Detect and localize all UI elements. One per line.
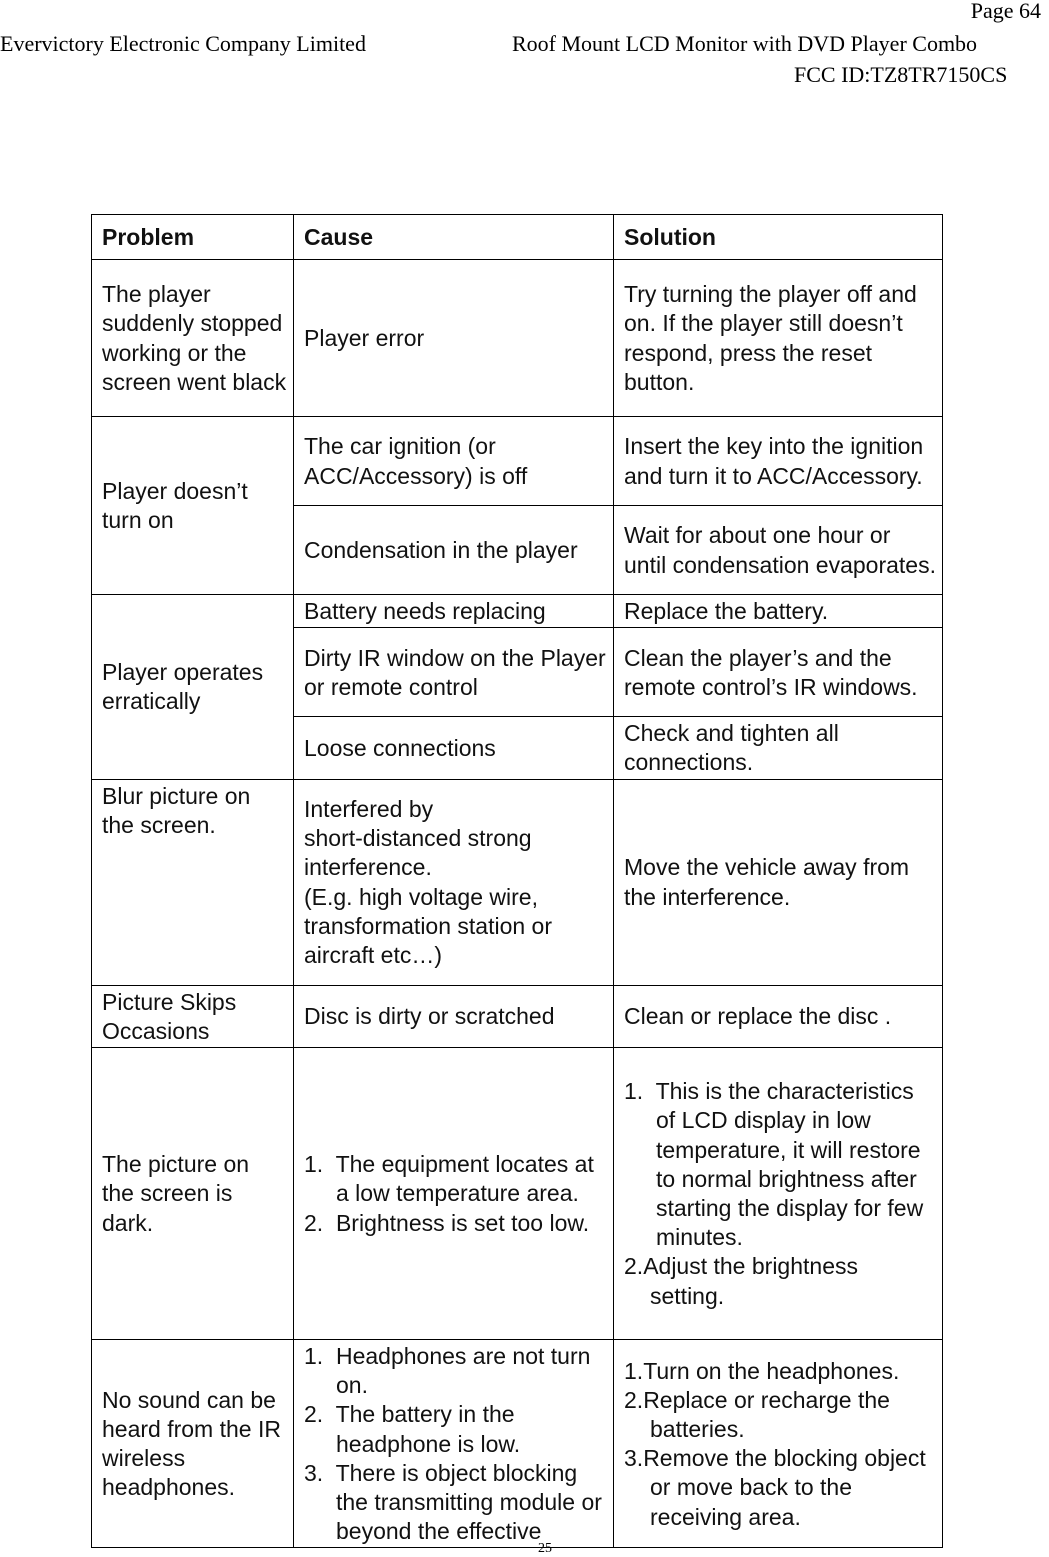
list-item: 2. Brightness is set too low.: [304, 1209, 590, 1236]
fcc-id: FCC ID:TZ8TR7150CS: [794, 62, 1008, 87]
header-problem: Problem: [92, 215, 294, 260]
list-item: 1.Turn on the headphones.: [624, 1357, 900, 1384]
page-number: 25: [538, 1541, 552, 1556]
table-row: [92, 260, 943, 417]
solution-cell: Clean or replace the disc .: [614, 985, 943, 1047]
table-row: [92, 595, 943, 628]
list-item: 2.Replace or recharge the batteries.: [624, 1386, 890, 1443]
list-item: 1. This is the characteristics of LCD display in low temperature, it will restore to normal brightness after starting the display for few minutes.: [624, 1078, 924, 1251]
table-row: [92, 1048, 943, 1340]
list-item: 1. Headphones are not turn on.: [304, 1343, 591, 1399]
solution-cell: Move the vehicle away from the interference.: [614, 779, 943, 985]
cause-cell: The car ignition (or ACC/Accessory) is off: [294, 417, 614, 506]
cause-cell: Player error: [294, 260, 614, 417]
cause-cell: [294, 1048, 614, 1340]
list-item: 3. There is object blocking the transmitting module or beyond the effective: [304, 1459, 602, 1545]
company-name: Evervictory Electronic Company Limited: [0, 31, 366, 56]
table-row: [92, 417, 943, 506]
solution-cell: Insert the key into the ignition and turn it to ACC/Accessory.: [614, 417, 943, 506]
problem-cell: Player doesn’t turn on: [92, 417, 294, 595]
problem-cell: No sound can be heard from the IR wireless headphones.: [92, 1340, 294, 1548]
cause-line: (E.g. high voltage wire, transformation station or aircraft etc…): [304, 883, 553, 969]
cause-cell: Condensation in the player: [294, 506, 614, 595]
cause-cell: [294, 779, 614, 985]
table-row: [92, 1340, 943, 1548]
table-row: [92, 779, 943, 985]
problem-cell: Blur picture on the screen.: [92, 779, 294, 985]
table-row: [92, 985, 943, 1047]
problem-cell: The picture on the screen is dark.: [92, 1048, 294, 1340]
solution-cell: Replace the battery.: [614, 595, 943, 628]
problem-cell: The player suddenly stopped working or the screen went black: [92, 260, 294, 417]
list-item: 3.Remove the blocking object or move back to the receiving area.: [624, 1445, 926, 1530]
solution-cell: Wait for about one hour or until condensation evaporates.: [614, 506, 943, 595]
solution-cell: Check and tighten all connections.: [614, 717, 943, 779]
table-header-row: [92, 215, 943, 260]
cause-cell: Loose connections: [294, 717, 614, 779]
problem-cell: Player operates erratically: [92, 595, 294, 780]
cause-cell: Disc is dirty or scratched: [294, 985, 614, 1047]
problem-cell: Picture Skips Occasions: [92, 985, 294, 1047]
troubleshooting-table: [91, 214, 943, 1548]
list-item: 2. The battery in the headphone is low.: [304, 1401, 521, 1457]
list-item: 1. The equipment locates at a low temperature area.: [304, 1151, 594, 1207]
header-solution: Solution: [614, 215, 943, 260]
cause-line: short-distanced strong interference.: [304, 825, 532, 881]
cause-cell: [294, 1340, 614, 1548]
solution-cell: [614, 1340, 943, 1548]
solution-cell: [614, 1048, 943, 1340]
cause-cell: Battery needs replacing: [294, 595, 614, 628]
header-cause: Cause: [294, 215, 614, 260]
solution-cell: Try turning the player off and on. If the player still doesn’t respond, press the reset button.: [614, 260, 943, 417]
cause-line: Interfered by: [304, 796, 434, 822]
page-label: Page 64: [970, 0, 1041, 23]
list-item: 2.Adjust the brightness setting.: [624, 1253, 858, 1309]
product-title: Roof Mount LCD Monitor with DVD Player Combo: [512, 31, 978, 56]
solution-cell: Clean the player’s and the remote control’s IR windows.: [614, 628, 943, 717]
cause-cell: Dirty IR window on the Player or remote control: [294, 628, 614, 717]
